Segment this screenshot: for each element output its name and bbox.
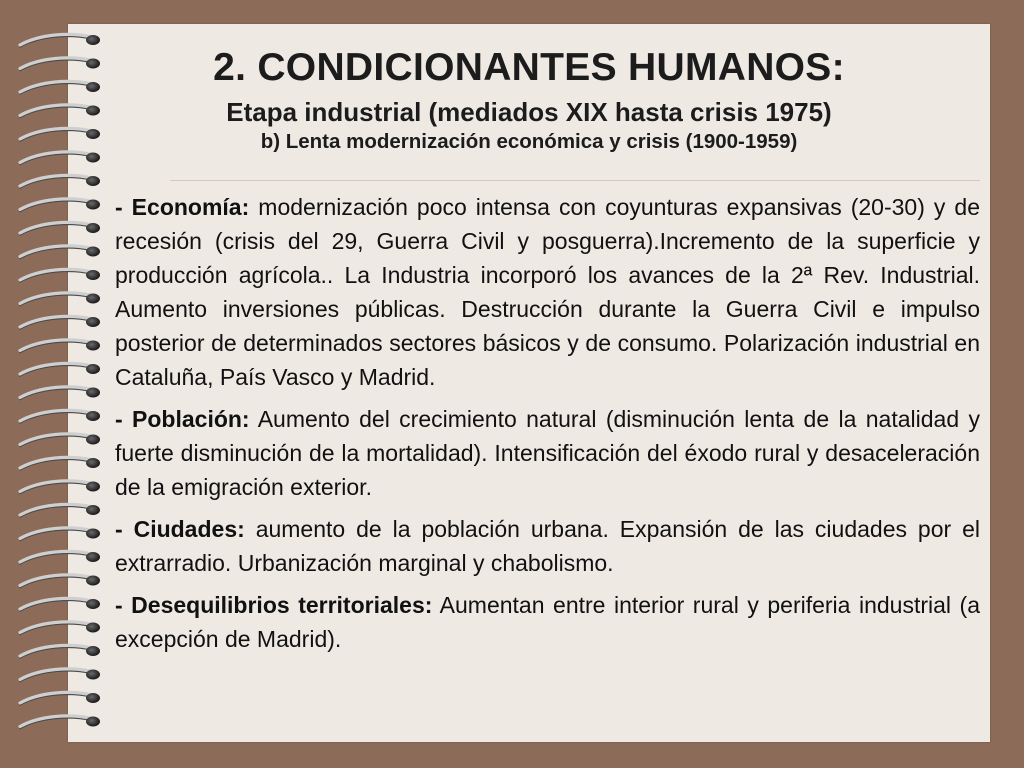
spiral-ring [20,269,100,282]
page-subtitle: Etapa industrial (mediados XIX hasta crisis 1975) [226,97,832,127]
spiral-ring [20,622,100,635]
page-subsubtitle: b) Lenta modernización económica y crisis (1900-1959) [260,130,798,153]
spiral-ring [20,434,100,447]
spiral-ring [20,528,100,541]
spiral-ring [20,316,100,329]
spiral-ring [20,410,100,423]
section-text: Aumento del crecimiento natural (disminución lenta de la natalidad y fuerte disminución de la mortalidad). Intensificación del éxodo rural y desaceleración de la emigración exterior. [115,406,980,500]
section-ciudades [115,512,980,580]
spiral-ring [20,222,100,235]
spiral-ring [20,504,100,517]
spiral-ring [20,575,100,588]
spiral-ring [20,551,100,564]
page-title: 2. CONDICIONANTES HUMANOS: [213,46,845,89]
spiral-ring [20,293,100,306]
title-divider [170,180,980,181]
spiral-ring [20,387,100,400]
spiral-ring [20,340,100,353]
section-text: modernización poco intensa con coyunturas expansivas (20-30) y de recesión (crisis del 29, Guerra Civil y posguerra).Incremento de la superficie y producción agrícola.. La Industria incorporó los avances de la 2ª Rev. Industrial. Aumento inversiones públicas. Destrucción durante la Guerra Civil e impulso posterior de determinados sectores básicos y de consumo. Polarización industrial en Cataluña, País Vasco y Madrid. [115,194,981,390]
title-block [68,44,990,156]
section-desequilibrios [115,588,980,656]
section-text: aumento de la población urbana. Expansión de las ciudades por el extrarradio. Urbanización marginal y chabolismo. [115,516,980,576]
section-heading: - Población: [115,406,250,432]
section-text: Aumentan entre interior rural y periferia industrial (a excepción de Madrid). [115,592,980,652]
section-heading: - Desequilibrios territoriales: [115,592,433,618]
spiral-ring [20,481,100,494]
spiral-ring [20,363,100,376]
spiral-ring [20,175,100,188]
section-economia [115,190,980,394]
spiral-ring [20,645,100,658]
section-poblacion [115,402,980,504]
body-content [115,190,980,664]
spiral-ring [20,692,100,705]
spiral-ring [20,669,100,682]
spiral-ring [20,457,100,470]
spiral-ring [20,716,100,729]
section-heading: - Economía: [115,194,250,220]
section-heading: - Ciudades: [115,516,245,542]
spiral-ring [20,246,100,259]
spiral-ring [20,598,100,611]
spiral-ring [20,199,100,212]
